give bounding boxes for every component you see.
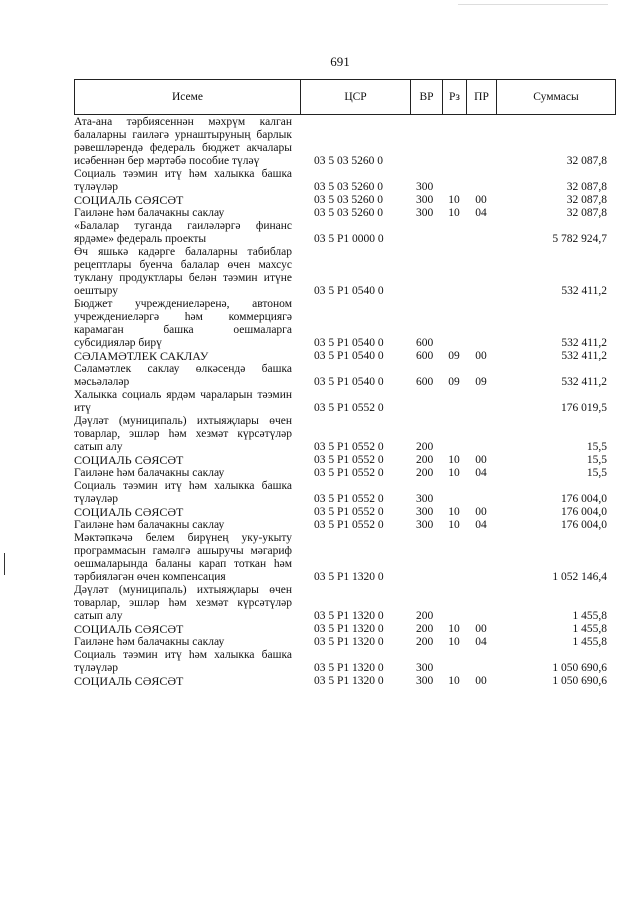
row-csr: 03 5 P1 1320 0	[314, 623, 384, 635]
row-name	[74, 480, 300, 506]
column-header-rz: Рз	[443, 80, 467, 115]
row-sum: 1 455,8	[572, 636, 607, 648]
row-name-line: программасын гамәлгә ашыручы мәгариф	[74, 545, 292, 557]
row-rz: 10	[448, 506, 460, 518]
row-name-line: түләүләр	[74, 181, 118, 193]
row-name-line: мәсьәләләр	[74, 376, 130, 388]
table-row	[74, 623, 615, 636]
row-csr: 03 5 03 5260 0	[314, 207, 383, 219]
column-header-name: Исеме	[75, 80, 301, 115]
row-name-line: Сәламәтлек саклау өлкәсендә башка	[74, 363, 292, 375]
row-vr: 200	[416, 610, 434, 622]
row-name-line: Дәүләт (муниципаль) ихтыяҗлары өчен	[74, 415, 292, 427]
row-name-line: рецептлары буенча балалар өчен махсус	[74, 259, 292, 271]
row-pr: 04	[475, 467, 487, 479]
row-name-line: Гаиләне һәм балачакны саклау	[74, 636, 225, 648]
row-vr: 200	[416, 454, 434, 466]
row-name-line: Мәктәпкәчә белем бирүнең уку-укыту	[74, 532, 292, 544]
row-sum: 32 087,8	[566, 207, 607, 219]
row-sum: 532 411,2	[561, 285, 607, 297]
row-vr: 300	[416, 493, 434, 505]
row-csr: 03 5 P1 0552 0	[314, 506, 384, 518]
row-rz: 09	[448, 376, 460, 388]
row-name-line: сатып алу	[74, 610, 123, 622]
table-row	[74, 116, 615, 168]
row-name	[74, 584, 300, 623]
row-sum: 176 004,0	[561, 493, 607, 505]
row-csr: 03 5 03 5260 0	[314, 155, 383, 167]
row-name-line: оештыру	[74, 285, 118, 297]
row-csr: 03 5 P1 1320 0	[314, 675, 384, 687]
row-vr: 600	[416, 350, 434, 362]
row-sum: 32 087,8	[566, 194, 607, 206]
row-name-line: балаларны гаиләгә урнаштыруның барлык	[74, 129, 292, 141]
row-name	[74, 467, 300, 480]
row-csr: 03 5 P1 0552 0	[314, 467, 384, 479]
row-name-line: сатып алу	[74, 441, 123, 453]
table-row	[74, 584, 615, 623]
row-name	[74, 350, 300, 363]
row-sum: 532 411,2	[561, 376, 607, 388]
row-name	[74, 506, 300, 519]
row-rz: 10	[448, 623, 460, 635]
scan-edge-line	[458, 4, 608, 5]
row-name-line: карамаган башка оешмаларга	[74, 324, 292, 336]
row-name	[74, 454, 300, 467]
table-row	[74, 454, 615, 467]
row-vr: 200	[416, 467, 434, 479]
row-name-line: субсидияләр бирү	[74, 337, 162, 349]
row-pr: 04	[475, 636, 487, 648]
table-body	[74, 116, 615, 688]
row-name-line: Дәүләт (муниципаль) ихтыяҗлары өчен	[74, 584, 292, 596]
row-sum: 15,5	[586, 454, 607, 466]
row-name-line: СОЦИАЛЬ СӘЯСӘТ	[74, 622, 184, 636]
row-csr: 03 5 P1 0000 0	[314, 233, 384, 245]
row-rz: 10	[448, 675, 460, 687]
row-name	[74, 246, 300, 298]
row-csr: 03 5 P1 0552 0	[314, 519, 384, 531]
row-vr: 300	[416, 181, 434, 193]
row-rz: 10	[448, 467, 460, 479]
row-pr: 00	[475, 675, 487, 687]
row-csr: 03 5 P1 1320 0	[314, 662, 384, 674]
row-vr: 300	[416, 194, 434, 206]
row-sum: 176 004,0	[561, 506, 607, 518]
row-sum: 15,5	[586, 467, 607, 479]
row-csr: 03 5 P1 0540 0	[314, 376, 384, 388]
row-name-line: «Балалар туганда гаиләләргә финанс	[74, 220, 292, 232]
scan-margin-mark	[4, 553, 5, 575]
row-pr: 00	[475, 194, 487, 206]
row-name-line: түләүләр	[74, 662, 118, 674]
row-name-line: СОЦИАЛЬ СӘЯСӘТ	[74, 193, 184, 207]
table-row	[74, 506, 615, 519]
row-csr: 03 5 P1 0540 0	[314, 285, 384, 297]
row-rz: 10	[448, 454, 460, 466]
row-vr: 300	[416, 662, 434, 674]
row-name-line: Гаиләне һәм балачакны саклау	[74, 207, 225, 219]
row-pr: 00	[475, 506, 487, 518]
row-vr: 200	[416, 623, 434, 635]
row-sum: 1 050 690,6	[552, 675, 607, 687]
row-name-line: түләүләр	[74, 493, 118, 505]
row-name-line: Социаль тәэмин итү һәм халыкка башка	[74, 480, 292, 492]
row-pr: 00	[475, 623, 487, 635]
row-name-line: СӘЛАМӘТЛЕК САКЛАУ	[74, 349, 209, 363]
row-sum: 1 050 690,6	[552, 662, 607, 674]
row-csr: 03 5 P1 0552 0	[314, 454, 384, 466]
row-vr: 600	[416, 376, 434, 388]
row-csr: 03 5 03 5260 0	[314, 181, 383, 193]
row-name-line: Социаль тәэмин итү һәм халыкка башка	[74, 649, 292, 661]
row-name-line: Ата-ана тәрбиясеннән мәхрүм калган	[74, 116, 292, 128]
row-name-line: туклану продуктлары белән тәэмин итүне	[74, 272, 292, 284]
row-sum: 1 455,8	[572, 610, 607, 622]
column-header-vr: ВР	[411, 80, 443, 115]
table-row	[74, 207, 615, 220]
row-name	[74, 220, 300, 246]
row-csr: 03 5 P1 1320 0	[314, 571, 384, 583]
row-name	[74, 519, 300, 532]
table-row	[74, 350, 615, 363]
column-header-pr: ПР	[467, 80, 497, 115]
table-row	[74, 194, 615, 207]
row-rz: 10	[448, 636, 460, 648]
table-row	[74, 519, 615, 532]
table-row	[74, 168, 615, 194]
table-row	[74, 649, 615, 675]
row-csr: 03 5 P1 0540 0	[314, 350, 384, 362]
row-name	[74, 298, 300, 350]
table-row	[74, 675, 615, 688]
table-row	[74, 467, 615, 480]
row-sum: 532 411,2	[561, 350, 607, 362]
row-pr: 04	[475, 519, 487, 531]
row-name	[74, 415, 300, 454]
row-name	[74, 649, 300, 675]
table-row	[74, 532, 615, 584]
row-name-line: Бюджет учреждениеләренә, автоном	[74, 298, 292, 310]
row-vr: 600	[416, 337, 434, 349]
row-name-line: тәрбияләгән өчен компенсация	[74, 571, 226, 583]
row-sum: 176 004,0	[561, 519, 607, 531]
table-row	[74, 246, 615, 298]
table-row	[74, 220, 615, 246]
row-vr: 300	[416, 519, 434, 531]
table-row	[74, 415, 615, 454]
row-sum: 1 052 146,4	[552, 571, 607, 583]
row-name-line: рәвешләрендә федераль бюджет акчалары	[74, 142, 292, 154]
row-name-line: СОЦИАЛЬ СӘЯСӘТ	[74, 453, 184, 467]
row-vr: 300	[416, 506, 434, 518]
column-header-sum: Суммасы	[497, 80, 616, 115]
row-name	[74, 363, 300, 389]
row-csr: 03 5 P1 0552 0	[314, 441, 384, 453]
row-sum: 15,5	[586, 441, 607, 453]
row-name-line: Социаль тәэмин итү һәм халыкка башка	[74, 168, 292, 180]
row-rz: 10	[448, 194, 460, 206]
row-csr: 03 5 P1 0552 0	[314, 402, 384, 414]
table-row	[74, 480, 615, 506]
row-csr: 03 5 P1 0540 0	[314, 337, 384, 349]
row-sum: 32 087,8	[566, 181, 607, 193]
table-row	[74, 298, 615, 350]
row-name	[74, 168, 300, 194]
row-sum: 32 087,8	[566, 155, 607, 167]
row-pr: 04	[475, 207, 487, 219]
table-row	[74, 389, 615, 415]
row-rz: 10	[448, 207, 460, 219]
row-vr: 200	[416, 441, 434, 453]
row-pr: 09	[475, 376, 487, 388]
row-sum: 532 411,2	[561, 337, 607, 349]
row-rz: 09	[448, 350, 460, 362]
row-name-line: СОЦИАЛЬ СӘЯСӘТ	[74, 674, 184, 688]
column-header-csr: ЦСР	[301, 80, 411, 115]
row-csr: 03 5 P1 0552 0	[314, 493, 384, 505]
row-sum: 5 782 924,7	[552, 233, 607, 245]
row-name	[74, 532, 300, 584]
row-name-line: Гаиләне һәм балачакны саклау	[74, 519, 225, 531]
row-csr: 03 5 P1 1320 0	[314, 610, 384, 622]
row-name-line: Халыкка социаль ярдәм чараларын тәэмин	[74, 389, 292, 401]
row-name-line: Өч яшькә кадәрге балаларны табиблар	[74, 246, 292, 258]
row-name-line: итү	[74, 402, 91, 414]
row-name-line: СОЦИАЛЬ СӘЯСӘТ	[74, 505, 184, 519]
row-rz: 10	[448, 519, 460, 531]
table-row	[74, 636, 615, 649]
row-vr: 200	[416, 636, 434, 648]
row-name-line: исәбеннән бер мәртәбә пособие түләү	[74, 155, 260, 167]
row-name-line: учреждениеләргә һәм коммерциягә	[74, 311, 292, 323]
row-csr: 03 5 03 5260 0	[314, 194, 383, 206]
row-pr: 00	[475, 350, 487, 362]
table-header	[74, 79, 616, 115]
row-name	[74, 207, 300, 220]
row-name	[74, 623, 300, 636]
row-name	[74, 116, 300, 168]
row-name-line: ярдәме» федераль проекты	[74, 233, 207, 245]
row-name-line: оешмаларында баланы карап тоткан һәм	[74, 558, 292, 570]
row-name-line: товарлар, эшләр һәм хезмәт күрсәтүләр	[74, 428, 292, 440]
row-vr: 300	[416, 207, 434, 219]
row-name	[74, 194, 300, 207]
row-pr: 00	[475, 454, 487, 466]
row-name	[74, 389, 300, 415]
row-name-line: Гаиләне һәм балачакны саклау	[74, 467, 225, 479]
row-vr: 300	[416, 675, 434, 687]
row-name-line: товарлар, эшләр һәм хезмәт күрсәтүләр	[74, 597, 292, 609]
row-csr: 03 5 P1 1320 0	[314, 636, 384, 648]
row-sum: 176 019,5	[561, 402, 607, 414]
page-number: 691	[330, 54, 350, 69]
row-name	[74, 636, 300, 649]
row-name	[74, 675, 300, 688]
table-row	[74, 363, 615, 389]
row-sum: 1 455,8	[572, 623, 607, 635]
